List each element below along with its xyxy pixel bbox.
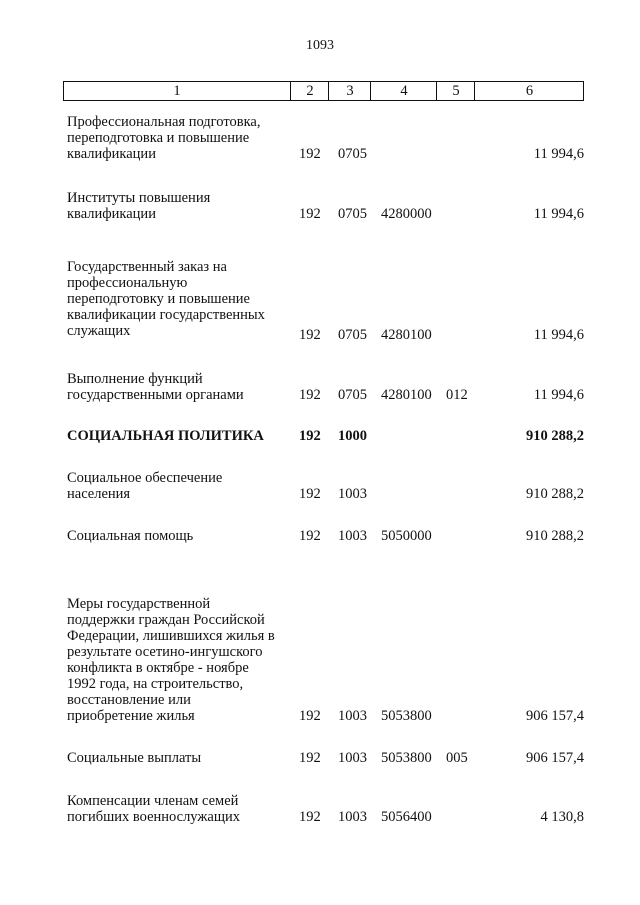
table-header-row bbox=[63, 81, 584, 101]
row-col-4: 5056400 bbox=[381, 809, 432, 825]
row-name bbox=[67, 190, 285, 222]
row-name-line: служащих bbox=[67, 323, 131, 339]
row-col-6: 11 994,6 bbox=[533, 206, 584, 222]
row-name-line: конфликта в октябре - ноябре bbox=[67, 660, 249, 676]
row-col-3: 0705 bbox=[338, 327, 367, 343]
row-col-4: 5053800 bbox=[381, 750, 432, 766]
page-number: 1093 bbox=[306, 38, 334, 53]
row-col-5: 005 bbox=[446, 750, 468, 766]
row-name-line: профессиональную bbox=[67, 275, 188, 291]
row-name bbox=[67, 596, 285, 724]
row-name-line: СОЦИАЛЬНАЯ ПОЛИТИКА bbox=[67, 428, 264, 444]
row-col-3: 1003 bbox=[338, 528, 367, 544]
row-col-2: 192 bbox=[299, 809, 321, 825]
row-col-3: 0705 bbox=[338, 206, 367, 222]
header-col-6: 6 bbox=[474, 82, 584, 100]
row-col-6: 11 994,6 bbox=[533, 146, 584, 162]
row-name-line: приобретение жилья bbox=[67, 708, 195, 724]
row-name-line: Выполнение функций bbox=[67, 371, 203, 387]
row-col-5: 012 bbox=[446, 387, 468, 403]
row-name-line: погибших военнослужащих bbox=[67, 809, 240, 825]
row-name-line: квалификации государственных bbox=[67, 307, 265, 323]
row-col-3: 1003 bbox=[338, 486, 367, 502]
row-name bbox=[67, 793, 285, 825]
row-name-line: Социальная помощь bbox=[67, 528, 194, 544]
row-name bbox=[67, 528, 285, 544]
row-name-line: восстановление или bbox=[67, 692, 191, 708]
row-name bbox=[67, 371, 285, 403]
row-col-3: 0705 bbox=[338, 387, 367, 403]
row-col-4: 4280100 bbox=[381, 387, 432, 403]
row-name-line: переподготовка и повышение bbox=[67, 130, 250, 146]
row-name bbox=[67, 259, 285, 339]
header-col-1: 1 bbox=[173, 83, 181, 99]
row-name-line: Институты повышения bbox=[67, 190, 211, 206]
row-col-2: 192 bbox=[299, 528, 321, 544]
row-name-line: поддержки граждан Российской bbox=[67, 612, 265, 628]
row-name-line: Федерации, лишившихся жилья в bbox=[67, 628, 275, 644]
row-col-4: 5053800 bbox=[381, 708, 432, 724]
row-name-line: населения bbox=[67, 486, 131, 502]
row-name-line: Государственный заказ на bbox=[67, 259, 227, 275]
row-col-3: 1003 bbox=[338, 750, 367, 766]
header-col-2: 2 bbox=[290, 82, 329, 100]
row-name-line: квалификации bbox=[67, 146, 156, 162]
row-col-3: 1000 bbox=[338, 428, 367, 444]
row-col-3: 1003 bbox=[338, 809, 367, 825]
row-name bbox=[67, 114, 285, 162]
row-col-2: 192 bbox=[299, 146, 321, 162]
row-col-6: 4 130,8 bbox=[540, 809, 584, 825]
row-name bbox=[67, 750, 285, 766]
row-col-2: 192 bbox=[299, 327, 321, 343]
row-col-6: 11 994,6 bbox=[533, 387, 584, 403]
row-name-line: Меры государственной bbox=[67, 596, 211, 612]
row-col-2: 192 bbox=[299, 206, 321, 222]
row-col-2: 192 bbox=[299, 387, 321, 403]
row-col-6: 906 157,4 bbox=[526, 708, 584, 724]
row-name-line: Компенсации членам семей bbox=[67, 793, 239, 809]
row-col-4: 4280000 bbox=[381, 206, 432, 222]
row-col-6: 11 994,6 bbox=[533, 327, 584, 343]
header-col-4: 4 bbox=[370, 82, 437, 100]
row-name-line: Социальное обеспечение bbox=[67, 470, 223, 486]
row-col-2: 192 bbox=[299, 708, 321, 724]
row-col-6: 910 288,2 bbox=[526, 528, 584, 544]
row-col-6: 906 157,4 bbox=[526, 750, 584, 766]
row-col-4: 4280100 bbox=[381, 327, 432, 343]
row-name-line: квалификации bbox=[67, 206, 156, 222]
header-col-3: 3 bbox=[328, 82, 371, 100]
row-col-2: 192 bbox=[299, 486, 321, 502]
row-col-3: 0705 bbox=[338, 146, 367, 162]
row-col-3: 1003 bbox=[338, 708, 367, 724]
row-name-line: 1992 года, на строительство, bbox=[67, 676, 244, 692]
row-col-2: 192 bbox=[299, 428, 321, 444]
row-name-line: государственными органами bbox=[67, 387, 244, 403]
header-col-5: 5 bbox=[436, 82, 475, 100]
row-name bbox=[67, 428, 285, 444]
row-col-2: 192 bbox=[299, 750, 321, 766]
row-col-6: 910 288,2 bbox=[526, 486, 584, 502]
row-name bbox=[67, 470, 285, 502]
row-name-line: результате осетино-ингушского bbox=[67, 644, 263, 660]
row-name-line: Социальные выплаты bbox=[67, 750, 202, 766]
row-col-4: 5050000 bbox=[381, 528, 432, 544]
row-name-line: Профессиональная подготовка, bbox=[67, 114, 261, 130]
row-name-line: переподготовку и повышение bbox=[67, 291, 250, 307]
row-col-6: 910 288,2 bbox=[526, 428, 584, 444]
